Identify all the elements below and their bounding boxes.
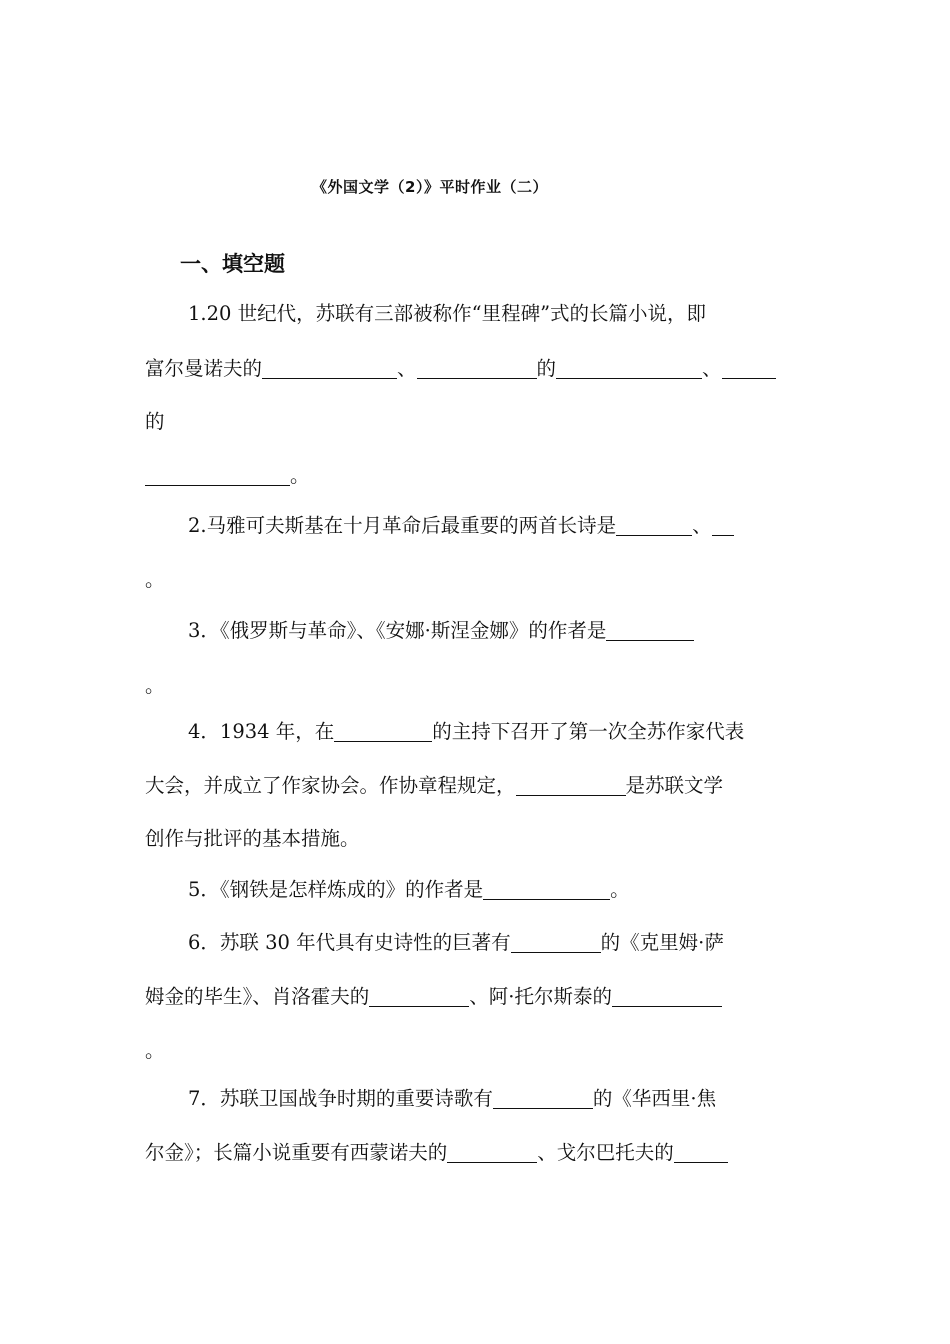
answer-blank[interactable] [556,358,702,379]
question-4-line-1: 4．1934 年，在 的主持下召开了第一次全苏作家代表 [188,720,745,743]
question-1-line-1: 1.20 世纪代，苏联有三部被称作“里程碑”式的长篇小说，即 [188,302,707,325]
answer-blank[interactable] [369,986,469,1007]
question-1-line-3: 的 [145,410,165,433]
question-3-line-2: 。 [145,674,165,697]
answer-blank[interactable] [483,879,610,900]
answer-blank[interactable] [417,358,537,379]
answer-blank[interactable] [516,775,626,796]
question-2-line-1: 2.马雅可夫斯基在十月革命后最重要的两首长诗是 、 [188,512,848,540]
answer-blank[interactable] [616,515,692,536]
answer-blank[interactable] [447,1142,537,1163]
question-5-line-1: 5．《钢铁是怎样炼成的》的作者是 。 [188,878,630,901]
answer-blank[interactable] [334,721,432,742]
question-2-line-2: 。 [145,568,165,591]
question-7-line-2: 尔金》；长篇小说重要有西蒙诺夫的 、戈尔巴托夫的 [145,1139,805,1167]
answer-blank[interactable] [606,620,694,641]
answer-blank[interactable] [493,1088,593,1109]
question-4-line-3: 创作与批评的基本措施。 [145,827,360,850]
answer-blank[interactable] [612,986,722,1007]
answer-blank[interactable] [511,932,601,953]
answer-blank[interactable] [262,358,397,379]
question-1-line-4: 。 [145,462,805,490]
answer-blank[interactable] [722,358,776,379]
answer-blank[interactable] [712,515,734,536]
question-1-line-2: 富尔曼诺夫的 、 的 、 [145,355,805,383]
question-7-line-1: 7．苏联卫国战争时期的重要诗歌有 的《华西里·焦 [188,1087,717,1110]
section-heading: 一、填空题 [180,252,285,276]
question-3-line-1: 3．《俄罗斯与革命》、《安娜·斯涅金娜》的作者是 [188,617,848,645]
answer-blank[interactable] [674,1142,728,1163]
answer-blank[interactable] [145,465,290,486]
question-6-line-2: 姆金的毕生》、肖洛霍夫的 、阿·托尔斯泰的 [145,983,805,1011]
question-6-line-1: 6．苏联 30 年代具有史诗性的巨著有 的《克里姆·萨 [188,931,724,954]
document-title: 《外国文学（2）》平时作业（二） [312,178,548,196]
question-4-line-2: 大会，并成立了作家协会。作协章程规定， 是苏联文学 [145,774,724,797]
question-6-line-3: 。 [145,1039,165,1062]
